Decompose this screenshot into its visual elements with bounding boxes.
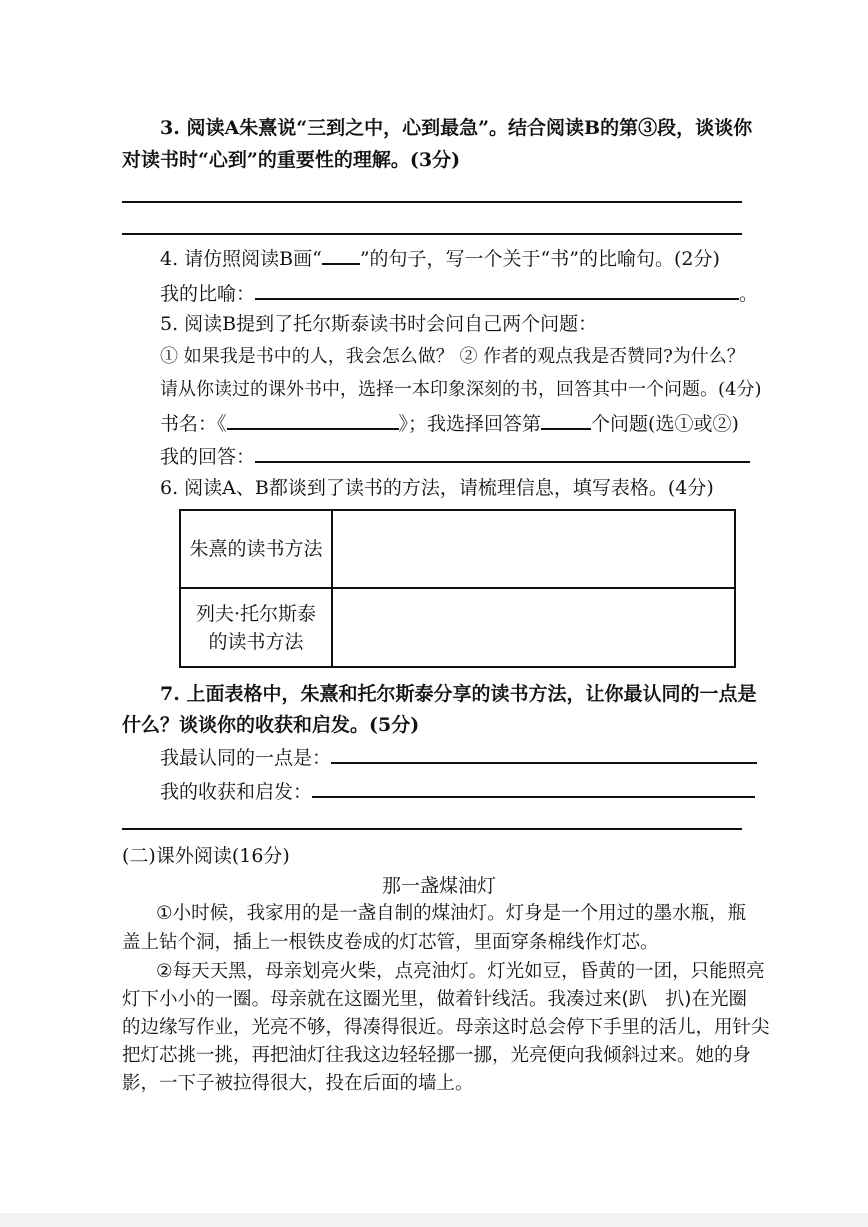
- q7-answer1-line[interactable]: [331, 744, 757, 764]
- q4-text-before: 4. 请仿照阅读B画“: [160, 248, 322, 270]
- q7-answer2-line[interactable]: [312, 778, 755, 798]
- q7-answer2-label: 我的收获和启发：: [160, 781, 313, 803]
- q5-line2: ① 如果我是书中的人，我会怎么做？ ② 作者的观点我是否赞同?为什么？: [160, 346, 745, 367]
- q3-line1: 3. 阅读A朱熹说“三到之中，心到最急”。结合阅读B的第③段，谈谈你: [160, 117, 753, 139]
- q6-row2-answer-cell[interactable]: [332, 588, 735, 667]
- q4-answer-row: [160, 280, 758, 306]
- q3-line2: 对读书时“心到”的重要性的理解。(3分): [122, 149, 461, 171]
- passage-p1-line1: ①小时候，我家用的是一盏自制的煤油灯。灯身是一个用过的墨水瓶，瓶: [156, 903, 747, 924]
- q4-text-after: ”的句子，写一个关于“书”的比喻句。(2分): [359, 248, 720, 270]
- q4-fill-blank[interactable]: [322, 245, 360, 265]
- q6-line1: 6. 阅读A、B都谈到了读书的方法，请梳理信息，填写表格。(4分): [160, 477, 714, 499]
- q4-line1: [160, 245, 720, 271]
- q5-book-row: [160, 410, 739, 436]
- q6-row2-label-line2: 的读书方法: [208, 630, 304, 653]
- q5-book-title-line[interactable]: [227, 410, 399, 430]
- q5-answer-row: [160, 443, 750, 469]
- q6-table: [179, 509, 736, 668]
- q5-book-label: 书名：《: [160, 413, 227, 435]
- passage-p2-line5: 影，一下子被拉得很大，投在后面的墙上。: [122, 1073, 474, 1094]
- q6-row2-label-line1: 列夫·托尔斯泰: [195, 602, 317, 625]
- passage-p2-line3: 的边缘写作业，光亮不够，得凑得很近。母亲这时总会停下手里的活儿，用针尖: [122, 1017, 770, 1038]
- passage-p2-line2: 灯下小小的一圈。母亲就在这圈光里，做着针线活。我凑过来(趴 扒)在光圈: [122, 989, 747, 1010]
- q5-book-end: 个问题(选①或②): [591, 413, 739, 435]
- passage-p2-line4: 把灯芯挑一挑，再把油灯往我这边轻轻挪一挪，光亮便向我倾斜过来。她的身: [122, 1045, 752, 1066]
- q7-answer2-row: [160, 778, 755, 804]
- q7-line1: 7. 上面表格中，朱熹和托尔斯泰分享的读书方法，让你最认同的一点是: [160, 683, 757, 705]
- q6-row1-label: 朱熹的读书方法: [180, 510, 332, 588]
- q5-answer-line[interactable]: [255, 443, 750, 463]
- passage-title: 那一盏煤油灯: [382, 875, 497, 897]
- q5-book-mid: 》；我选择回答第: [398, 413, 542, 435]
- q7-answer1-label: 我最认同的一点是：: [160, 747, 332, 769]
- section2-heading: (二)课外阅读(16分): [122, 845, 290, 867]
- q5-answer-label: 我的回答：: [160, 446, 256, 468]
- q7-answer1-row: [160, 744, 757, 770]
- q4-answer-end: 。: [739, 283, 759, 305]
- q4-answer-line[interactable]: [255, 280, 739, 300]
- q5-line3: 请从你读过的课外书中，选择一本印象深刻的书，回答其中一个问题。(4分): [160, 379, 762, 400]
- q6-row2-label: [180, 588, 332, 667]
- q4-answer-label: 我的比喻：: [160, 283, 256, 305]
- passage-p1-line2: 盖上钻个洞，插上一根铁皮卷成的灯芯管，里面穿条棉线作灯芯。: [122, 932, 659, 953]
- q7-line2: 什么？谈谈你的收获和启发。(5分): [122, 714, 420, 736]
- passage-p2-line1: ②每天天黑，母亲划亮火柴，点亮油灯。灯光如豆，昏黄的一团，只能照亮: [156, 961, 765, 982]
- q3-answer-line-1[interactable]: [122, 201, 742, 203]
- q5-line1: 5. 阅读B提到了托尔斯泰读书时会问自己两个问题：: [160, 313, 598, 335]
- q7-answer-line-3[interactable]: [122, 828, 742, 830]
- page-bottom-edge: [0, 1213, 868, 1227]
- q3-answer-line-2[interactable]: [122, 233, 742, 235]
- q6-row1-answer-cell[interactable]: [332, 510, 735, 588]
- q5-question-choice-line[interactable]: [541, 410, 591, 430]
